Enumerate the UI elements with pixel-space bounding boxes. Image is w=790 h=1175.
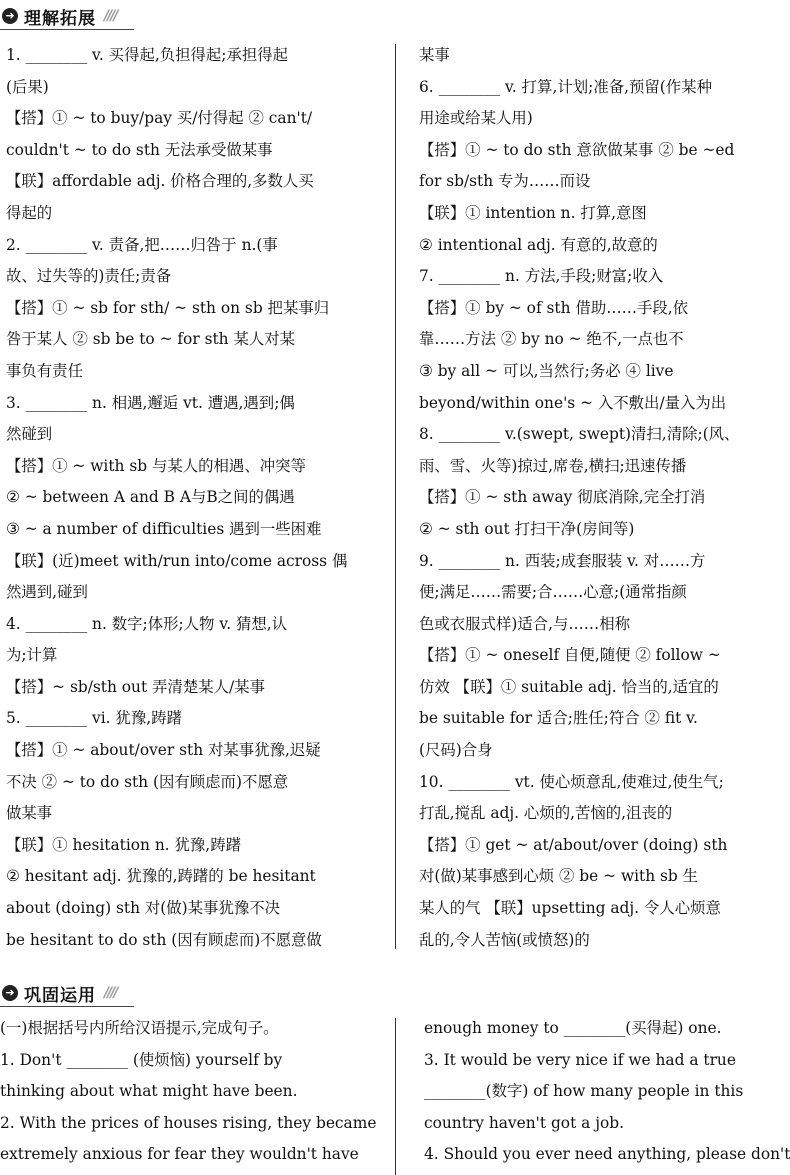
section2-left-column bbox=[0, 1013, 390, 1171]
text-line: couldn't ~ to do sth 无法承受做某事 bbox=[6, 140, 273, 159]
text-line: 4. Should you ever need anything, please don't bbox=[424, 1145, 790, 1164]
text-line: 便;满足……需要;合……心意;(通常指颜 bbox=[419, 583, 687, 602]
text-line: 故、过失等的)责任;责备 bbox=[6, 267, 172, 286]
text-line: 雨、雪、火等)掠过,席卷,横扫;迅速传播 bbox=[419, 456, 687, 475]
stripe-decoration-icon: //// bbox=[104, 8, 117, 24]
section-title: 巩固运用 bbox=[24, 985, 96, 1006]
text-line: 靠……方法 ② by no ~ 绝不,一点也不 bbox=[419, 330, 684, 349]
text-line: 【搭】① get ~ at/about/over (doing) sth bbox=[419, 835, 728, 854]
text-line: 3. It would be very nice if we had a true bbox=[424, 1050, 736, 1069]
text-line: 9. ________ n. 西装;成套服装 v. 对……方 bbox=[419, 551, 706, 570]
section-underline bbox=[0, 1006, 134, 1007]
text-line: 6. ________ v. 打算,计划;准备,预留(作某种 bbox=[419, 77, 712, 96]
text-line: 然碰到 bbox=[6, 425, 53, 444]
text-line: ________(数字) of how many people in this bbox=[424, 1082, 744, 1101]
text-line: 7. ________ n. 方法,手段;财富;收入 bbox=[419, 267, 664, 286]
text-line: 3. ________ n. 相遇,邂逅 vt. 遭遇,遇到;偶 bbox=[6, 393, 295, 412]
text-line: be hesitant to do sth (因有顾虑而)不愿意做 bbox=[6, 930, 322, 949]
text-line: 10. ________ vt. 使心烦意乱,使难过,使生气; bbox=[419, 772, 724, 791]
text-line: beyond/within one's ~ 入不敷出/量入为出 bbox=[419, 393, 727, 412]
column-divider bbox=[395, 44, 396, 949]
text-line: 【搭】① ~ with sb 与某人的相遇、冲突等 bbox=[6, 456, 306, 475]
section-underline bbox=[0, 29, 134, 30]
text-line: ③ ~ a number of difficulties 遇到一些困难 bbox=[6, 519, 322, 538]
text-line: 【联】affordable adj. 价格合理的,多数人买 bbox=[6, 172, 314, 191]
text-line: 色或衣服式样)适合,与……相称 bbox=[419, 614, 630, 633]
text-line: country haven't got a job. bbox=[424, 1113, 624, 1132]
section1-right-column bbox=[419, 40, 789, 956]
text-line: 然遇到,碰到 bbox=[6, 583, 88, 602]
text-line: (后果) bbox=[6, 77, 49, 96]
text-line: 仿效 【联】① suitable adj. 恰当的,适宜的 bbox=[419, 677, 719, 696]
text-line: enough money to ________(买得起) one. bbox=[424, 1019, 722, 1037]
arrow-right-circle-icon: ➜ bbox=[2, 985, 18, 1001]
text-line: 做某事 bbox=[6, 804, 53, 823]
text-line: 2. ________ v. 责备,把……归咎于 n.(事 bbox=[6, 235, 278, 254]
text-line: 不决 ② ~ to do sth (因有顾虑而)不愿意 bbox=[6, 772, 289, 791]
text-line: 1. ________ v. 买得起,负担得起;承担得起 bbox=[6, 46, 289, 64]
text-line: (一)根据括号内所给汉语提示,完成句子。 bbox=[0, 1019, 279, 1037]
text-line: ② hesitant adj. 犹豫的,踌躇的 be hesitant bbox=[6, 867, 316, 886]
text-line: extremely anxious for fear they wouldn't have bbox=[0, 1145, 359, 1164]
text-line: 【联】(近)meet with/run into/come across 偶 bbox=[6, 551, 348, 570]
text-line: 某事 bbox=[419, 46, 450, 64]
text-line: 用途或给某人用) bbox=[419, 109, 533, 128]
text-line: 【搭】① by ~ of sth 借助……手段,依 bbox=[419, 298, 689, 317]
text-line: thinking about what might have been. bbox=[0, 1082, 298, 1101]
text-line: ② ~ sth out 打扫干净(房间等) bbox=[419, 519, 635, 538]
text-line: ③ by all ~ 可以,当然行;务必 ④ live bbox=[419, 361, 674, 380]
text-line: be suitable for 适合;胜任;符合 ② fit v. bbox=[419, 709, 698, 728]
section-title: 理解拓展 bbox=[24, 8, 96, 29]
stripe-decoration-icon: //// bbox=[104, 985, 117, 1001]
text-line: 【联】① intention n. 打算,意图 bbox=[419, 203, 647, 222]
text-line: 乱的,令人苦恼(或愤怒)的 bbox=[419, 930, 590, 949]
text-line: 5. ________ vi. 犹豫,踌躇 bbox=[6, 709, 182, 728]
section1-left-column bbox=[6, 40, 386, 956]
text-line: 某人的气 【联】upsetting adj. 令人心烦意 bbox=[419, 899, 721, 918]
text-line: 【搭】① ~ oneself 自便,随便 ② follow ~ bbox=[419, 646, 721, 665]
text-line: about (doing) sth 对(做)某事犹豫不决 bbox=[6, 899, 281, 918]
text-line: 事负有责任 bbox=[6, 361, 83, 380]
text-line: 【搭】① ~ to buy/pay 买/付得起 ② can't/ bbox=[6, 109, 313, 128]
text-line: 【搭】~ sb/sth out 弄清楚某人/某事 bbox=[6, 677, 265, 696]
text-line: (尺码)合身 bbox=[419, 741, 493, 760]
section-header-2 bbox=[0, 981, 116, 1005]
text-line: 【搭】① ~ to do sth 意欲做某事 ② be ~ed bbox=[419, 140, 735, 159]
section-header-1 bbox=[0, 4, 116, 28]
column-divider bbox=[395, 1018, 396, 1175]
text-line: for sb/sth 专为……而设 bbox=[419, 172, 591, 191]
arrow-right-circle-icon: ➜ bbox=[2, 8, 18, 24]
text-line: 为;计算 bbox=[6, 646, 58, 665]
text-line: ② ~ between A and B A与B之间的偶遇 bbox=[6, 488, 295, 507]
text-line: 打乱,搅乱 adj. 心烦的,苦恼的,沮丧的 bbox=[419, 804, 673, 823]
text-line: 得起的 bbox=[6, 203, 53, 222]
text-line: 【联】① hesitation n. 犹豫,踌躇 bbox=[6, 835, 241, 854]
text-line: 4. ________ n. 数字;体形;人物 v. 猜想,认 bbox=[6, 614, 288, 633]
text-line: 咎于某人 ② sb be to ~ for sth 某人对某 bbox=[6, 330, 296, 349]
text-line: ② intentional adj. 有意的,故意的 bbox=[419, 235, 658, 254]
section2-right-column bbox=[424, 1013, 790, 1171]
text-line: 【搭】① ~ about/over sth 对某事犹豫,迟疑 bbox=[6, 741, 321, 760]
text-line: 【搭】① ~ sth away 彻底消除,完全打消 bbox=[419, 488, 706, 507]
text-line: 8. ________ v.(swept, swept)清扫,清除;(风、 bbox=[419, 425, 740, 444]
text-line: 【搭】① ~ sb for sth/ ~ sth on sb 把某事归 bbox=[6, 298, 330, 317]
text-line: 对(做)某事感到心烦 ② be ~ with sb 生 bbox=[419, 867, 699, 886]
text-line: 2. With the prices of houses rising, they became bbox=[0, 1113, 377, 1132]
text-line: 1. Don't ________ (使烦恼) yourself by bbox=[0, 1050, 283, 1069]
